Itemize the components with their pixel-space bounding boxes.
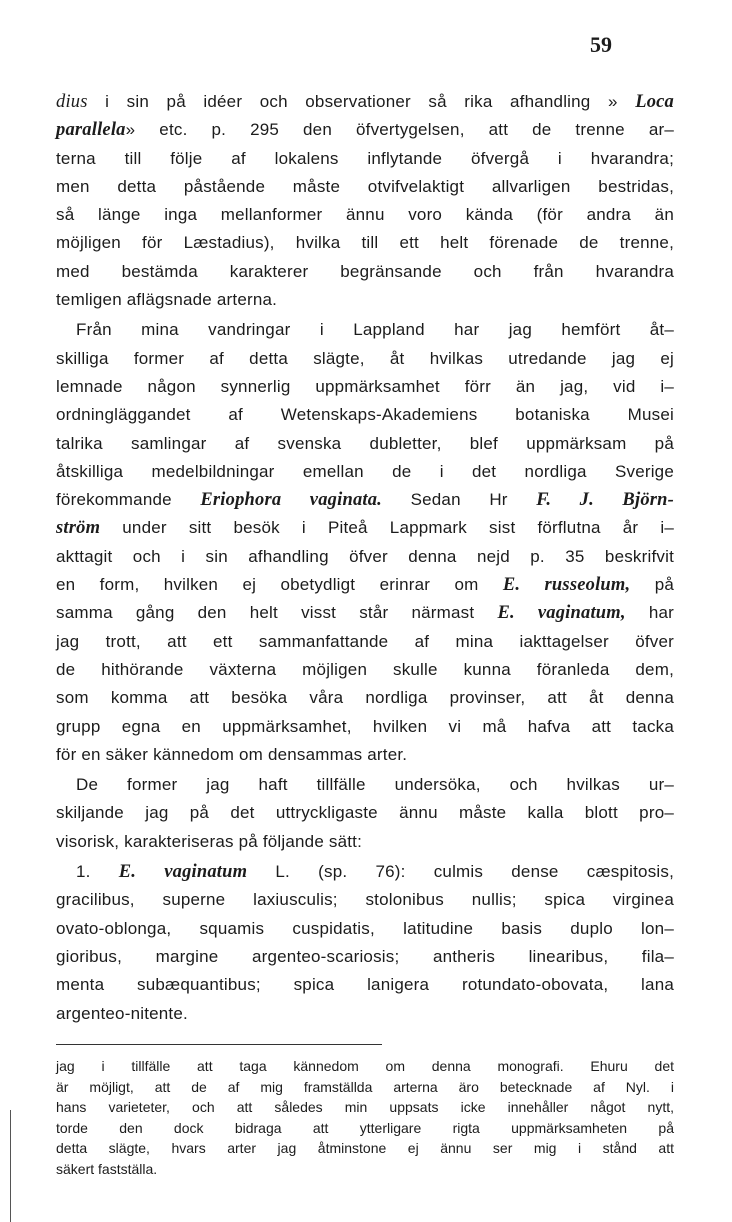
text-line <box>56 514 674 542</box>
italic-name: ström <box>56 518 101 539</box>
text-line <box>56 116 674 144</box>
text-run: förekommande <box>56 490 201 510</box>
text-run: för en säker kännedom om densammas arter. <box>56 744 408 764</box>
text-line <box>56 628 674 656</box>
footnote-line: säkert fastställa. <box>56 1160 158 1177</box>
text-line <box>56 543 674 571</box>
italic-name: parallela <box>56 120 126 141</box>
text-line <box>56 684 674 712</box>
footnote-line: detta slägte, hvars arter jag åtminstone ej ännu ser mig i stånd att <box>56 1140 674 1156</box>
italic-name: E. russeolum, <box>502 575 631 596</box>
text-run: terna till följe af lokalens inflytande öfvergå i hvarandra; <box>56 148 674 168</box>
footnote-line: är möjligt, att de af mig framställda arterna äro betecknade af Nyl. i <box>56 1078 674 1095</box>
text-run: åtskilliga medelbildningar emellan de i det nordliga Sverige <box>56 461 674 481</box>
italic-name: dius <box>56 92 88 112</box>
text-line <box>56 286 674 314</box>
text-run: som komma att besöka våra nordliga provinser, att åt denna <box>56 688 674 708</box>
footnote-rule <box>56 1044 382 1045</box>
text-line <box>56 430 674 458</box>
text-run: på <box>630 575 675 595</box>
text-line <box>56 345 674 373</box>
text-run: skiljande jag på det uttryckligaste ännu måste kalla blott pro– <box>56 803 674 823</box>
text-line <box>56 458 674 486</box>
footnote <box>56 1056 674 1179</box>
text-run: visorisk, karakteriseras på följande sätt: <box>56 831 363 851</box>
text-run: under sitt besök i Piteå Lappmark sist förflutna år i– <box>100 518 674 538</box>
italic-name: E. vaginatum <box>118 862 248 883</box>
footnote-line: jag i tillfälle att taga kännedom om denna monografi. Ehuru det <box>56 1058 674 1074</box>
italic-name: Eriophora vaginata. <box>200 490 383 511</box>
text-run: grupp egna en uppmärksamhet, hvilken vi må hafva att tacka <box>56 716 674 736</box>
italic-name: Loca <box>635 92 674 112</box>
text-run: temligen aflägsnade arterna. <box>56 290 278 310</box>
italic-name: F. J. Björn- <box>536 490 675 511</box>
text-run: Från mina vandringar i Lappland har jag hemfört åt– <box>76 320 674 340</box>
text-run: jag trott, att ett sammanfattande af mina iakttagelser öfver <box>56 631 674 651</box>
text-run: argenteo-nitente. <box>56 1003 188 1023</box>
text-run: L. (sp. 76): culmis dense cæspitosis, <box>247 862 674 882</box>
text-line <box>56 401 674 429</box>
text-line <box>56 886 674 914</box>
text-line <box>56 571 674 599</box>
text-line <box>56 656 674 684</box>
text-line <box>56 858 674 886</box>
italic-name: E. vaginatum, <box>497 603 626 624</box>
text-line <box>56 971 674 999</box>
text-line <box>56 741 674 769</box>
text-line <box>56 316 674 344</box>
scan-edge-line <box>10 1110 11 1222</box>
text-line <box>56 599 674 627</box>
text-run: gioribus, margine argenteo-scariosis; antheris linearibus, fila– <box>56 946 674 966</box>
text-run: de hithörande växterna möjligen skulle kunna föranleda dem, <box>56 659 674 679</box>
text-run: ordningläggandet af Wetenskaps-Akademiens botaniska Musei <box>56 405 674 425</box>
text-line <box>56 799 674 827</box>
text-run: möjligen för Læstadius), hvilka till ett helt förenade de trenne, <box>56 233 674 253</box>
text-line <box>56 828 674 856</box>
text-run: lemnade någon synnerlig uppmärksamhet förr än jag, vid i– <box>56 376 674 396</box>
text-run: De former jag haft tillfälle undersöka, och hvilkas ur– <box>76 775 674 795</box>
text-line <box>56 486 674 514</box>
text-line <box>56 145 674 173</box>
text-line <box>56 88 674 116</box>
text-line <box>56 915 674 943</box>
footnote-line: hans varieteter, och att således min uppsats icke innehåller något nytt, <box>56 1099 674 1115</box>
text-run: 1. <box>76 862 119 882</box>
text-line <box>56 771 674 799</box>
text-run: Sedan Hr <box>382 490 537 510</box>
text-run: gracilibus, superne laxiusculis; stolonibus nullis; spica virginea <box>56 890 674 910</box>
text-run: talrika samlingar af svenska dubletter, blef uppmärksam på <box>56 433 674 453</box>
text-run: i sin på idéer och observationer så rika afhandling » <box>87 92 636 111</box>
text-run: med bestämda karakterer begränsande och från hvarandra <box>56 261 674 281</box>
text-run: menta subæquantibus; spica lanigera rotundato-obovata, lana <box>56 975 674 995</box>
text-run: en form, hvilken ej obetydligt erinrar om <box>56 575 503 595</box>
text-run: skilliga former af detta slägte, åt hvilkas utredande jag ej <box>56 348 674 368</box>
text-line <box>56 258 674 286</box>
text-run: har <box>625 603 675 623</box>
text-run: samma gång den helt visst står närmast <box>56 603 498 623</box>
text-line <box>56 373 674 401</box>
text-run: akttagit och i sin afhandling öfver denna nejd p. 35 beskrifvit <box>56 546 674 566</box>
text-run: ovato-oblonga, squamis cuspidatis, latitudine basis duplo lon– <box>56 918 674 938</box>
page-number: 59 <box>590 32 612 57</box>
text-line <box>56 229 674 257</box>
body-text <box>56 88 674 1028</box>
text-line <box>56 173 674 201</box>
text-line <box>56 943 674 971</box>
text-line <box>56 713 674 741</box>
text-line <box>56 201 674 229</box>
text-run: men detta påstående måste otvifvelaktigt allvarligen bestridas, <box>56 176 674 196</box>
text-line <box>56 1000 674 1028</box>
footnote-line: torde den dock bidraga att ytterligare rigta uppmärksamheten på <box>56 1119 674 1136</box>
text-run: så länge inga mellanformer ännu voro kända (för andra än <box>56 205 674 225</box>
text-run: » etc. p. 295 den öfvertygelsen, att de trenne ar– <box>125 120 674 140</box>
